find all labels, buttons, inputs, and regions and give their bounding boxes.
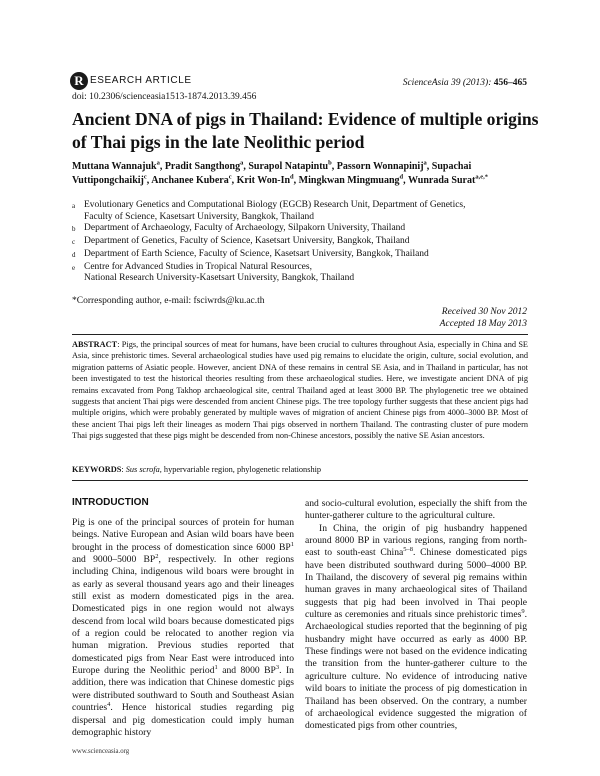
author-name: Surapol Natapintu (248, 161, 329, 172)
affiliation-item (72, 249, 552, 262)
author-affiliation-key: a (156, 159, 160, 167)
author-affiliation-key: c (228, 173, 232, 181)
research-article-logo: R (70, 72, 88, 90)
author-affiliation-key: d (290, 173, 294, 181)
section-heading-introduction: INTRODUCTION (72, 497, 149, 508)
affiliation-text: Evolutionary Genetics and Computational Biology (EGCB) Research Unit, Department of Genetics, Faculty of Science, Kasetsart University, Bangkok, Thailand (84, 200, 466, 222)
keywords: KEYWORDS: Sus scrofa, hypervariable region, phylogenetic relationship (72, 465, 322, 474)
author-name: Supachai Vuttipongchaikij (72, 161, 472, 186)
affiliation-item (72, 236, 552, 249)
author-name: Mingkwan Mingmuang (298, 175, 400, 186)
divider (72, 334, 528, 335)
affiliation-item (72, 223, 552, 236)
abstract-label: ABSTRACT (72, 340, 118, 349)
author-name: Krit Won-In (236, 175, 291, 186)
author-name: Passorn Wonnapinij (336, 161, 424, 172)
affiliation-item (72, 262, 552, 285)
affiliation-item (72, 200, 552, 223)
body-column-right: and socio-cultural evolution, especially the shift from the hunter-gatherer culture to the agricultural culture. In China, the origin of pig husbandry happened around 8000 BP in various regions, ranging from north-east to south-east China$^{5-8}$. Chinese domesticated pigs have been distributed southward during 5000–4000 BP. In Thailand, the discovery of several pig remains within human graves in many archaeological sites of Thailand suggests that pig had been involved in Thai people culture as ceremonies and rituals since prehistoric times$^9$. Archaeological studies reported that the beginning of pig husbandry might have occurred as early as 4000 BP. These findings were not based on the evidence indicating the transition from the hunter-gatherer culture to the agriculture culture. No evidence of introducing native wild boars to initiate the process of pig domestication in Thailand has been observed. On the contrary, a number of archaeological evidence suggested the migration of domesticated pigs from other countries, (305, 498, 527, 732)
body-column-left: Pig is one of the principal sources of protein for human beings. Native European and Asian wild boars have been brought in the process of domestication since 6000 $BP^1$ and 9000–5000 $BP^2$, respectively. In other regions including China, indigenous wild boars were brought in as early as several thousand years ago and their lineages still exist as modern domesticated pigs in the area. Domesticated pigs in one region would not always descend from local wild boars because domesticated pigs of a region could be relocated to another region via human migration. Previous studies reported that domesticated pigs from Near East were introduced into Europe during the Neolithic period$^1$ and 8000 $BP^3$. In addition, there was indication that Chinese domestic pigs were distributed southward to South and Southeast Asian countries$^4$. Hence historical studies regarding pig dispersal and pig domestication could imply human demographic history (72, 517, 294, 738)
footer-url[interactable]: www.scienceasia.org (72, 748, 130, 755)
dates (440, 306, 527, 330)
received-date: Received 30 Nov 2012 (441, 307, 527, 317)
author-affiliation-key: a,e,* (475, 173, 488, 181)
author-name: Anchanee Kubera (151, 175, 229, 186)
author-name: Wunrada Surat (407, 175, 476, 186)
affiliations (72, 200, 552, 285)
author-affiliation-key: b (328, 159, 332, 167)
article-type: ESEARCH ARTICLE (90, 75, 192, 86)
affiliation-text: Centre for Advanced Studies in Tropical Natural Resources, National Research University-Kasetsart University, Bangkok, Thailand (84, 261, 355, 284)
affiliation-text: Department of Archaeology, Faculty of Archaeology, Silpakorn University, Thailand (84, 223, 406, 234)
accepted-date: Accepted 18 May 2013 (439, 319, 527, 329)
author-affiliation-key: a (240, 159, 244, 167)
divider (72, 480, 528, 481)
author-name: Pradit Sangthong (164, 161, 241, 172)
journal-citation: ScienceAsia 39 (2013): 456–465 (402, 78, 527, 88)
author-affiliation-key: d (399, 173, 404, 181)
author-name: Muttana Wannajuk (72, 161, 157, 172)
author-affiliation-key: a (423, 159, 427, 167)
affiliation-text: Department of Genetics, Faculty of Science, Kasetsart University, Bangkok, Thailand (84, 236, 410, 247)
paper-title: Ancient DNA of pigs in Thailand: Evidence of multiple origins of Thai pigs in the late Neolithic period (72, 109, 539, 152)
affiliation-text: Department of Earth Science, Faculty of Science, Kasetsart University, Bangkok, Thailand (84, 248, 429, 259)
author-list: Muttana Wannajuk$^a$, Pradit Sangthong$^a$, Surapol Natapintu$^b$, Passorn Wonnapinij$^a$, Supachai Vuttipongchaikij$^c$, Anchanee Kubera$^c$, Krit Won-In$^d$, Mingkwan Mingmuang$^d$, Wunrada Surat$^{a,e,*}$ (72, 159, 488, 186)
abstract (72, 339, 528, 442)
affiliation-key: a (72, 202, 76, 210)
doi[interactable]: doi: 10.2306/scienceasia1513-1874.2013.39.456 (72, 92, 257, 102)
affiliation-key: c (72, 238, 76, 247)
affiliation-key: d (72, 250, 76, 259)
affiliation-key: b (72, 225, 76, 234)
abstract-text: : Pigs, the principal sources of meat for humans, have been crucial to cultures throughout Asia, especially in China and SE Asia, since prehistoric times. Several archaeological studies have used pig remains to elucidate the origin, culture, social evolution, and migration patterns of Asiatic people. However, ancient DNA of these remains in central SE Asia, and in Thailand in particular, has not been investigated to test the historical theories resulting from these archaeological studies. Here, we investigate ancient DNA of pig remains excavated from Pong Takhop archaeological site, central Thailand aged at least 3000 BP. The phylogenetic tree we obtained suggests that ancient Thai pigs were descended from ancient Chinese pigs. The tree topology further suggests that these ancient pigs had multiple origins, which were probably generated by multiple waves of migration of ancient Chinese pigs from 4000–3000 BP. Most of these ancient Thai pigs left their lineages as modern Thai pigs observed in northern Thailand. The contrasting cluster of pure modern Thai pigs suggested that these pigs might be descended from non-Chinese ancestors, possibly the native SE Asian ancestors. (72, 340, 528, 441)
corresponding-author: *Corresponding author, e-mail: fsciwrds@ku.ac.th (72, 296, 265, 306)
affiliation-key: e (72, 263, 76, 272)
author-affiliation-key: c (143, 173, 147, 181)
